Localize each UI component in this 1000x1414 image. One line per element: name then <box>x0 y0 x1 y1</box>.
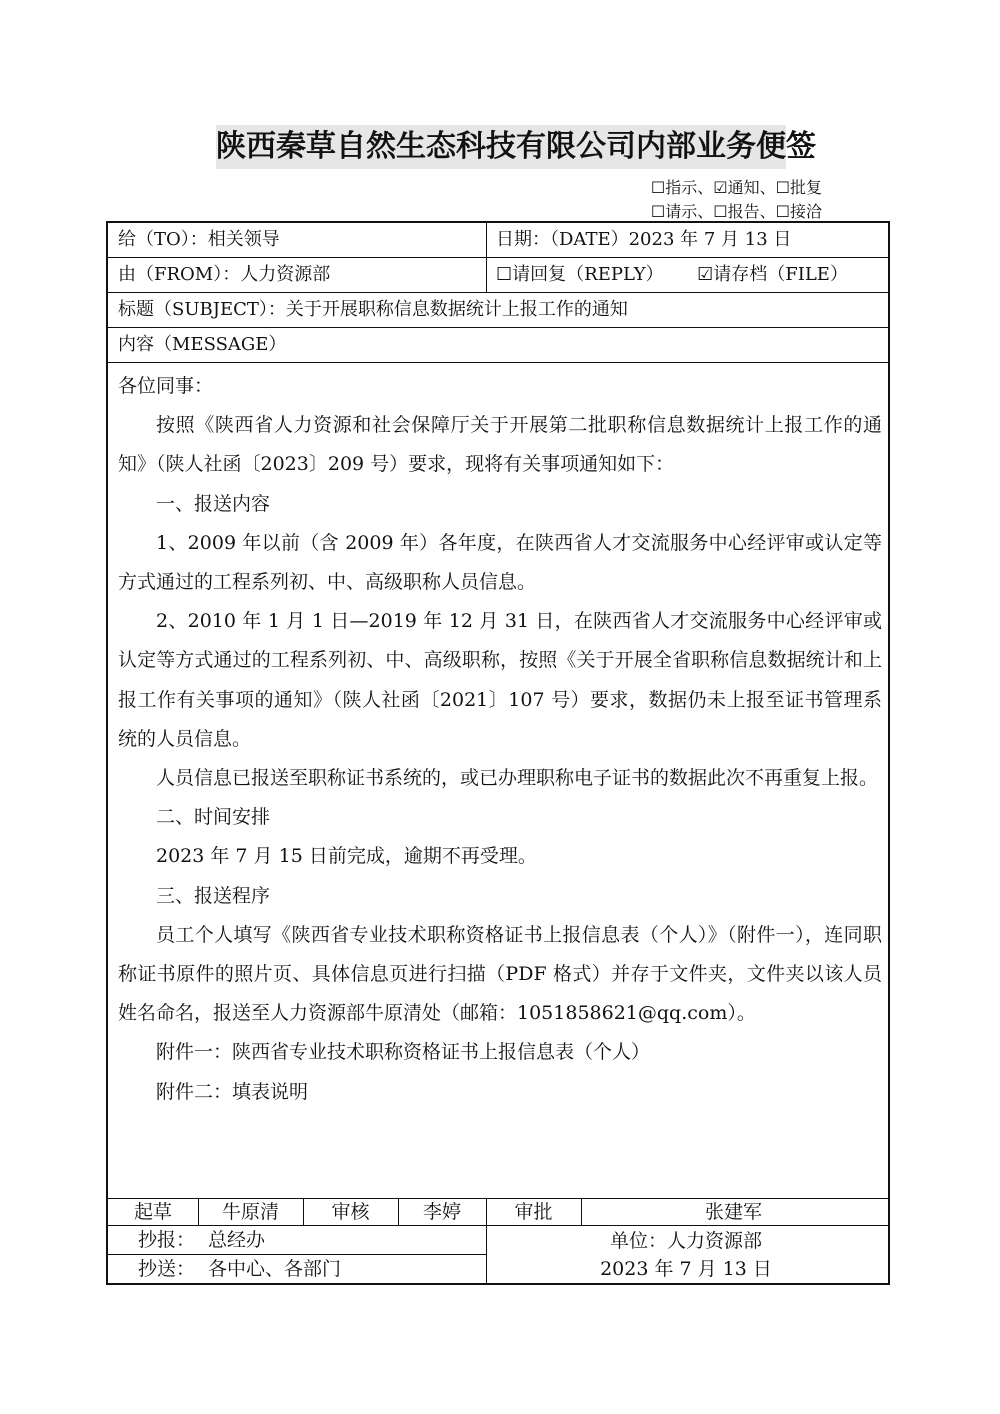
paragraph: 员工个人填写《陕西省专业技术职称资格证书上报信息表（个人）》（附件一），连同职称证书原件的照片页、具体信息页进行扫描（PDF 格式）并存于文件夹，文件夹以该人员姓名命名，报送至人力资源部牛原清处（邮箱：1051858621@qq.com）。 <box>118 923 882 1025</box>
reply-file-options <box>486 258 886 292</box>
draft-name: 牛原清 <box>221 1201 279 1223</box>
checkbox-checked-icon: ☑ <box>713 178 728 197</box>
paragraph: 2、2010 年 1 月 1 日—2019 年 12 月 31 日，在陕西省人才交流服务中心经评审或认定等方式通过的工程系列初、中、高级职称，按照《关于开展全省职称信息数据统计和上报工作有关事项的通知》（陕人社函〔2021〕107 号）要求，数据仍未上报至证书管理系统的人员信息。 <box>118 610 882 750</box>
paragraph: 人员信息已报送至职称证书系统的，或已办理职称电子证书的数据此次不再重复上报。 <box>156 767 879 790</box>
greeting: 各位同事： <box>118 375 214 397</box>
category-row-1 <box>651 176 822 200</box>
checkbox-icon: ☐ <box>496 264 513 285</box>
section-heading: 三、报送程序 <box>156 884 271 907</box>
issuer-unit: 单位：人力资源部 <box>609 1230 762 1252</box>
paragraph: 按照《陕西省人力资源和社会保障厅关于开展第二批职称信息数据统计上报工作的通知》（陕人社函〔2023〕209 号）要求，现将有关事项通知如下： <box>118 414 882 476</box>
attachment-1: 附件一：陕西省专业技术职称资格证书上报信息表（个人） <box>156 1041 651 1064</box>
review-name: 李婷 <box>422 1201 461 1223</box>
category-reply[interactable]: ☐批复 <box>775 178 822 197</box>
cc-row <box>108 1226 486 1255</box>
attachment-2: 附件二：填表说明 <box>156 1080 309 1103</box>
message-label: 内容（MESSAGE） <box>118 334 287 355</box>
category-checkboxes <box>651 176 822 224</box>
section-heading: 一、报送内容 <box>156 492 271 515</box>
signature-row <box>108 1198 888 1225</box>
paragraph: 1、2009 年以前（含 2009 年）各年度，在陕西省人才交流服务中心经评审或认定等方式通过的工程系列初、中、高级职称人员信息。 <box>118 531 882 594</box>
checkbox-icon: ☐ <box>650 178 666 197</box>
section-heading: 二、时间安排 <box>156 806 271 829</box>
row-from-options <box>108 258 888 293</box>
paragraph: 2023 年 7 月 15 日前完成，逾期不再受理。 <box>156 845 537 868</box>
date-field: 日期：（DATE）2023 年 7 月 13 日 <box>496 229 792 250</box>
category-request[interactable]: ☐请示、 <box>650 202 714 221</box>
row-to-date <box>108 223 888 258</box>
approve-name: 张建军 <box>704 1201 762 1223</box>
page-title: 陕西秦草自然生态科技有限公司内部业务便签 <box>216 125 786 169</box>
row-message-label <box>108 328 888 363</box>
category-liaison[interactable]: ☐接洽 <box>775 202 822 221</box>
checkbox-icon: ☐ <box>650 202 666 221</box>
issuer-block <box>486 1226 886 1284</box>
distribution-block <box>108 1225 888 1283</box>
message-body <box>118 367 882 1112</box>
subject-field: 标题（SUBJECT）：关于开展职称信息数据统计上报工作的通知 <box>118 299 628 320</box>
from-field: 由（FROM）：人力资源部 <box>118 264 331 285</box>
category-report[interactable]: ☐报告、 <box>713 202 776 221</box>
category-instruction[interactable]: ☐指示、 <box>650 178 714 197</box>
memo-form <box>106 221 890 1285</box>
issuer-date: 2023 年 7 月 13 日 <box>600 1258 772 1280</box>
copy-row <box>108 1255 486 1284</box>
checkbox-checked-icon: ☑ <box>697 264 714 285</box>
reply-checkbox[interactable]: ☐请回复（REPLY） <box>496 264 664 285</box>
file-checkbox[interactable]: ☑请存档（FILE） <box>697 264 848 285</box>
to-field: 给（TO）：相关领导 <box>118 229 280 250</box>
copy-value: 各中心、各部门 <box>208 1258 342 1280</box>
cc-label: 抄报： <box>138 1229 196 1251</box>
checkbox-icon: ☐ <box>713 202 728 221</box>
copy-label: 抄送： <box>138 1258 196 1280</box>
review-label: 审核 <box>331 1201 370 1223</box>
checkbox-icon: ☐ <box>775 178 790 197</box>
approve-label: 审批 <box>514 1201 553 1223</box>
checkbox-icon: ☐ <box>775 202 790 221</box>
category-notice[interactable]: ☑通知、 <box>713 178 776 197</box>
cc-value: 总经办 <box>208 1229 266 1251</box>
row-subject <box>108 293 888 328</box>
draft-label: 起草 <box>133 1201 172 1223</box>
